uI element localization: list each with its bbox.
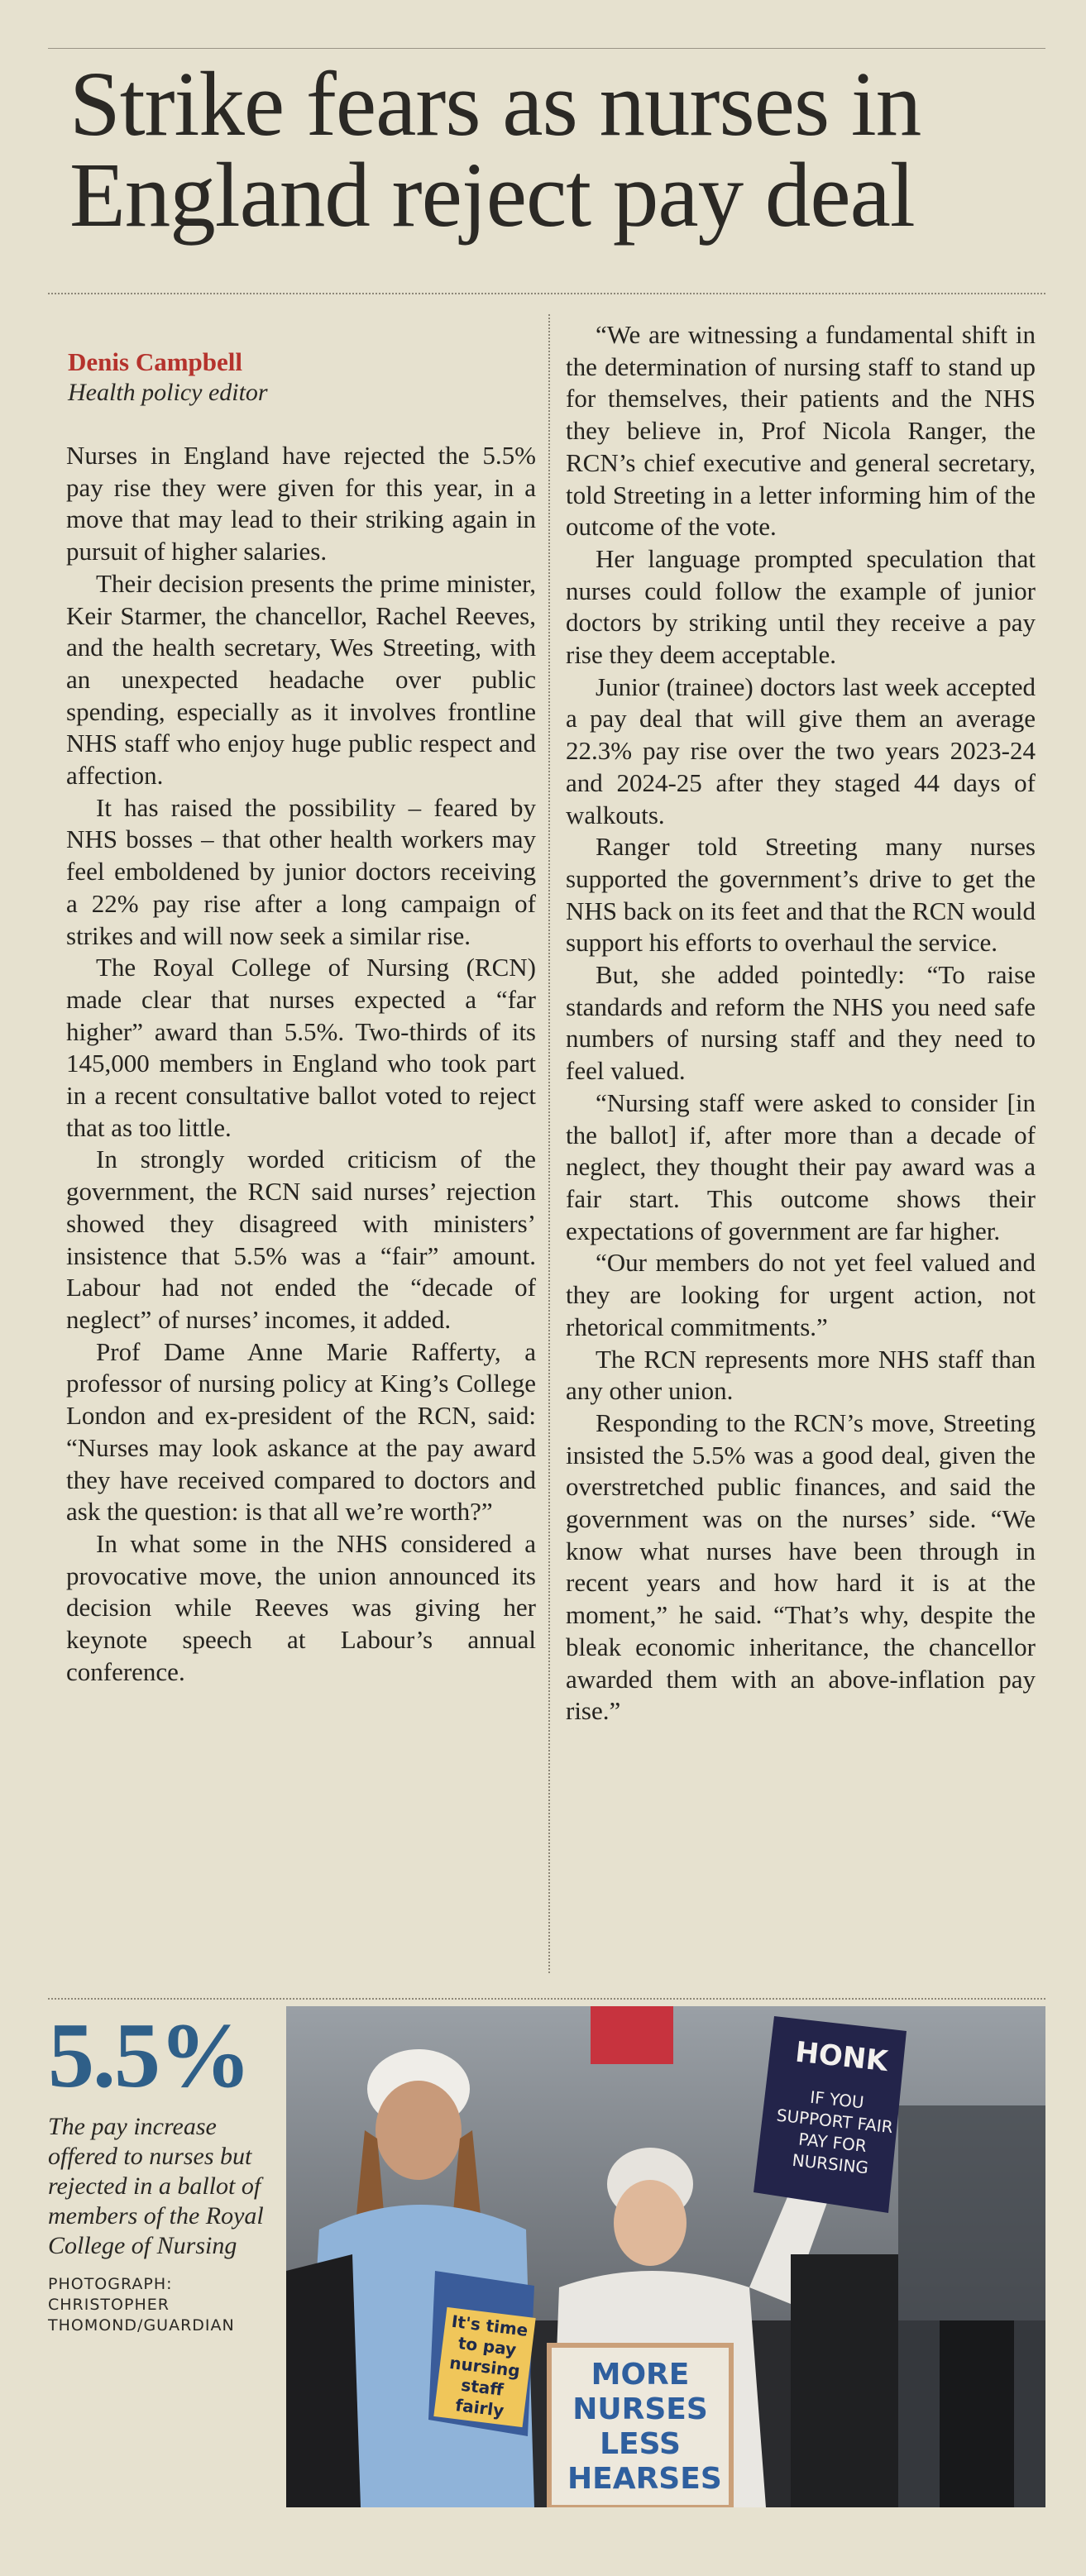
article-column-left [66,440,536,1688]
byline-role: Health policy editor [68,379,268,406]
paragraph: “Our members do not yet feel valued and they are looking for urgent action, not rhetorical commitments.” [566,1248,1036,1341]
column-divider [548,314,550,1973]
more-nurses-sign: MORE NURSES LESS HEARSES [567,2358,722,2496]
paragraph: It has raised the possibility – feared by NHS bosses – that other health workers may feel emboldened by junior doctors receiving a 22% pay rise after a long campaign of strikes and will now seek a similar rise. [66,792,536,950]
paragraph: Responding to the RCN’s move, Streeting insisted the 5.5% was a good deal, given the overstretched public finances, and said the government was on the nurses’ side. “We know what nurses have been through in recent years and how hard it is at the moment,” he said. “That’s why, despite the bleak economic inheritance, the chancellor awarded them with an above-inflation pay rise.” [566,1407,1036,1726]
paragraph: In strongly worded criticism of the government, the RCN said nurses’ rejection showed they disagreed with ministers’ insistence that 5.5% was a “fair” amount. Labour had not ended the “decade of neglect” of nurses’ incomes, it added. [66,1145,536,1334]
protest-photo [286,2006,1045,2507]
top-rule [48,48,1045,49]
headline-separator [48,293,1045,294]
fair-pay-sign: It's time to pay nursing staff fairly [433,2307,535,2427]
article-column-right [566,319,1036,1728]
paragraph: The RCN represents more NHS staff than any other union. [566,1344,1036,1406]
paragraph: Nurses in England have rejected the 5.5% pay rise they were given for this year, in a move that may lead to their striking again in pursuit of higher salaries. [66,441,536,566]
paragraph: Her language prompted speculation that nurses could follow the example of junior doctors by striking until they receive a pay rise they deem acceptable. [566,543,1036,670]
paragraph: “We are witnessing a fundamental shift in the determination of nursing staff to stand up for themselves, their patients and the NHS they believe in, Prof Nicola Ranger, the RCN’s chief executive and general secretary, told Streeting in a letter informing him of the outcome of the vote. [566,320,1036,542]
honk-sign [766,2019,907,2197]
headline: Strike fears as nurses in England reject pay deal [69,54,921,246]
honk-sign-text: IF YOU SUPPORT FAIR PAY FOR NURSING [775,2086,894,2178]
paragraph: Prof Dame Anne Marie Rafferty, a professor of nursing policy at King’s College London and ex-president of the RCN, said: “Nurses may look askance at the pay award they have received compared to doctors and ask the question: is that all we’re worth?” [66,1336,536,1527]
stat-figure: 5.5% [48,2005,250,2107]
byline-name: Denis Campbell [68,347,242,376]
paragraph: Junior (trainee) doctors last week accepted a pay deal that will give them an average 22.3% pay rise over the two years 2023-24 and 2024-25 after they staged 44 days of walkouts. [566,671,1036,829]
photo-credit-name: CHRISTOPHER THOMOND/GUARDIAN [48,2296,235,2335]
paragraph: Their decision presents the prime minister, Keir Starmer, the chancellor, Rachel Reeves, and the health secretary, Wes Streeting, with an unexpected headache over public spending, especially as it involves frontline NHS staff who enjoy huge public respect and affection. [66,568,536,791]
paragraph: In what some in the NHS considered a provocative move, the union announced its decision while Reeves was giving her keynote speech at Labour’s annual conference. [66,1528,536,1686]
paragraph: Ranger told Streeting many nurses supported the government’s drive to get the NHS back on its feet and that the RCN would support his efforts to overhaul the service. [566,832,1036,958]
honk-sign-title: HONK [793,2035,890,2079]
photo-separator [48,1998,1045,2000]
stat-caption: The pay increase offered to nurses but rejected in a ballot of members of the Royal College of Nursing [48,2113,264,2259]
photo-credit [48,2274,280,2336]
byline [68,347,268,409]
stat-panel [48,2006,280,2336]
photo-credit-label: PHOTOGRAPH: [48,2275,173,2293]
paragraph: The Royal College of Nursing (RCN) made clear that nurses expected a “far higher” award than 5.5%. Two-thirds of its 145,000 members in England who took part in a recent consultative ballot voted to reject that as too little. [66,953,536,1142]
paragraph: “Nursing staff were asked to consider [in the ballot] if, after more than a decade of neglect, they thought their pay award was a fair start. This outcome shows their expectations of government are far higher. [566,1087,1036,1245]
paragraph: But, she added pointedly: “To raise standards and reform the NHS you need safe numbers of nursing staff and they need to feel valued. [566,960,1036,1086]
